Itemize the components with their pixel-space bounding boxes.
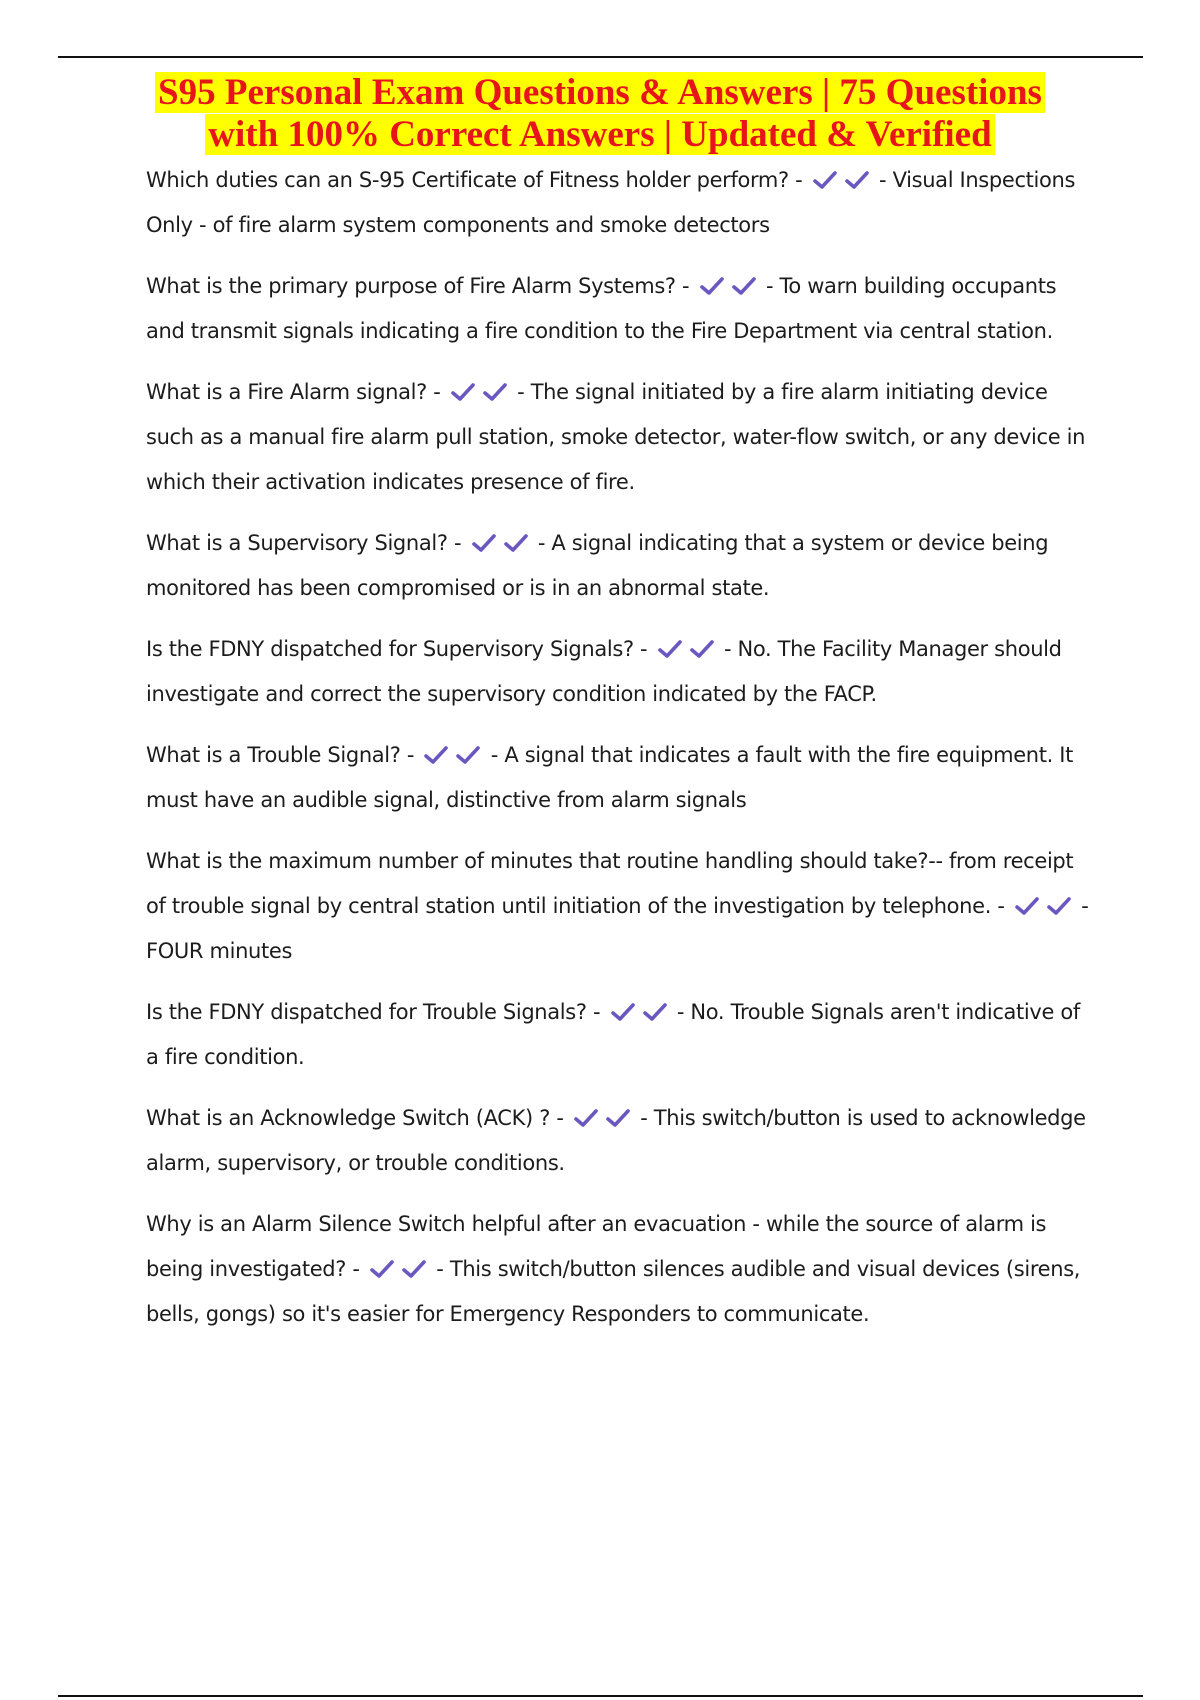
qa-item (146, 1202, 1094, 1337)
question-text: Which duties can an S-95 Certificate of Fitness holder perform? - (146, 168, 803, 192)
answer-text: - FOUR minutes (146, 894, 1089, 963)
question-text: Why is an Alarm Silence Switch helpful after an evacuation - while the source of alarm is being investigated? - (146, 1212, 1047, 1281)
checkmark-icon (482, 382, 508, 402)
title-line-2: with 100% Correct Answers | Updated & Verified (205, 114, 994, 155)
qa-item (146, 264, 1094, 354)
answer-text: - Visual Inspections Only - of fire alarm system components and smoke detectors (146, 168, 1076, 237)
answer-text: - A signal that indicates a fault with the fire equipment. It must have an audible signal, distinctive from alarm signals (146, 743, 1073, 812)
checkmark-icon (689, 639, 715, 659)
checkmark-icon (471, 533, 497, 553)
qa-item (146, 839, 1094, 974)
title-line-1: S95 Personal Exam Questions & Answers | 75 Questions (155, 72, 1045, 113)
checkmark-icon (423, 745, 449, 765)
question-text: What is the maximum number of minutes that routine handling should take?-- from receipt of trouble signal by central station until initiation of the investigation by telephone. - (146, 849, 1074, 918)
answer-text: - This switch/button silences audible and visual devices (sirens, bells, gongs) so it's easier for Emergency Responders to communicate. (146, 1257, 1081, 1326)
qa-item (146, 521, 1094, 611)
question-text: What is an Acknowledge Switch (ACK) ? - (146, 1106, 564, 1130)
checkmark-icon (812, 170, 838, 190)
checkmark-icon (699, 276, 725, 296)
checkmark-icon (642, 1002, 668, 1022)
checkmark-icon (503, 533, 529, 553)
question-text: What is a Fire Alarm signal? - (146, 380, 441, 404)
answer-text: - No. Trouble Signals aren't indicative of a fire condition. (146, 1000, 1080, 1069)
checkmark-icon (844, 170, 870, 190)
qa-list (146, 158, 1094, 1353)
question-text: What is the primary purpose of Fire Alarm Systems? - (146, 274, 690, 298)
qa-item (146, 990, 1094, 1080)
qa-item (146, 370, 1094, 505)
checkmark-icon (401, 1259, 427, 1279)
answer-text: - To warn building occupants and transmit signals indicating a fire condition to the Fire Department via central station. (146, 274, 1057, 343)
checkmark-icon (731, 276, 757, 296)
question-text: What is a Trouble Signal? - (146, 743, 415, 767)
answer-text: - The signal initiated by a fire alarm initiating device such as a manual fire alarm pull station, smoke detector, water-flow switch, or any device in which their activation indicates presence of fire. (146, 380, 1086, 494)
question-text: Is the FDNY dispatched for Trouble Signals? - (146, 1000, 601, 1024)
answer-text: - No. The Facility Manager should investigate and correct the supervisory condition indicated by the FACP. (146, 637, 1062, 706)
qa-item (146, 1096, 1094, 1186)
question-text: Is the FDNY dispatched for Supervisory Signals? - (146, 637, 648, 661)
checkmark-icon (1014, 896, 1040, 916)
qa-item (146, 158, 1094, 248)
answer-text: - This switch/button is used to acknowledge alarm, supervisory, or trouble conditions. (146, 1106, 1086, 1175)
question-text: What is a Supervisory Signal? - (146, 531, 462, 555)
checkmark-icon (610, 1002, 636, 1022)
checkmark-icon (1046, 896, 1072, 916)
answer-text: - A signal indicating that a system or device being monitored has been compromised or is in an abnormal state. (146, 531, 1049, 600)
qa-item (146, 733, 1094, 823)
checkmark-icon (450, 382, 476, 402)
bottom-rule (58, 1695, 1143, 1697)
checkmark-icon (573, 1108, 599, 1128)
checkmark-icon (455, 745, 481, 765)
qa-item (146, 627, 1094, 717)
checkmark-icon (369, 1259, 395, 1279)
document-title (60, 72, 1140, 156)
checkmark-icon (605, 1108, 631, 1128)
checkmark-icon (657, 639, 683, 659)
top-rule (58, 56, 1143, 58)
